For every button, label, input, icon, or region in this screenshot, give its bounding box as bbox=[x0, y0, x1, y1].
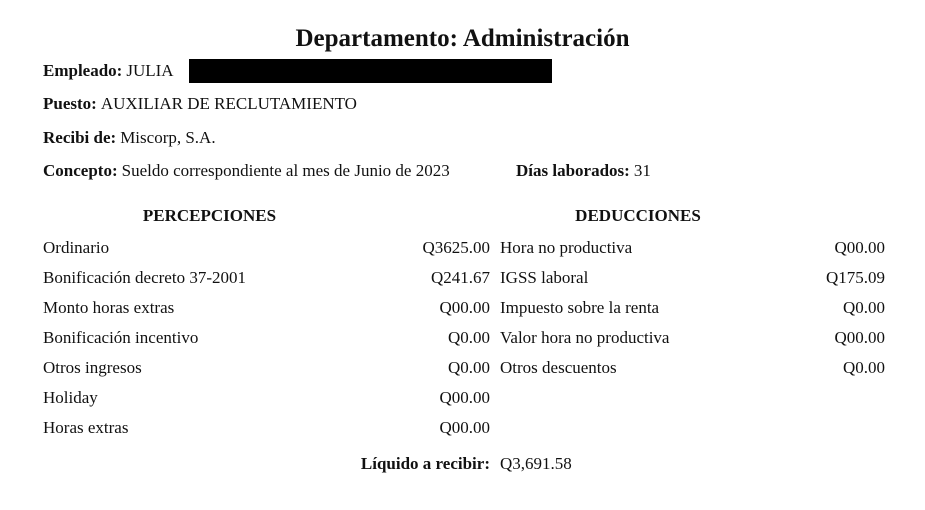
item-label: Monto horas extras bbox=[43, 298, 175, 317]
item-amount: Q241.67 bbox=[430, 268, 490, 287]
item-amount: Q00.00 bbox=[439, 388, 490, 407]
item-amount: Q00.00 bbox=[834, 238, 885, 257]
percepciones-list bbox=[43, 233, 490, 443]
dias-laborados bbox=[516, 160, 651, 182]
recibi-de-row bbox=[43, 127, 216, 149]
list-item bbox=[500, 293, 885, 323]
liquido-value: Q3,691.58 bbox=[500, 454, 572, 473]
list-item bbox=[43, 353, 490, 383]
item-amount: Q0.00 bbox=[842, 298, 885, 317]
item-label: Impuesto sobre la renta bbox=[500, 298, 660, 317]
dias-label: Días laborados: bbox=[516, 161, 630, 180]
empleado-row bbox=[43, 60, 174, 82]
puesto-label: Puesto: bbox=[43, 94, 97, 113]
item-label: Otros ingresos bbox=[43, 358, 142, 377]
recibi-de-value: Miscorp, S.A. bbox=[120, 128, 216, 147]
item-amount: Q0.00 bbox=[447, 358, 490, 377]
list-item bbox=[43, 383, 490, 413]
item-amount: Q0.00 bbox=[447, 328, 490, 347]
dias-value: 31 bbox=[633, 161, 651, 180]
item-amount: Q0.00 bbox=[842, 358, 885, 377]
page-title: Departamento: Administración bbox=[295, 25, 630, 52]
item-label: IGSS laboral bbox=[500, 268, 589, 287]
list-item bbox=[43, 323, 490, 353]
list-item bbox=[500, 323, 885, 353]
list-item bbox=[500, 353, 885, 383]
percepciones-heading: PERCEPCIONES bbox=[142, 206, 277, 225]
item-label: Ordinario bbox=[43, 238, 110, 257]
empleado-value: JULIA bbox=[126, 61, 174, 80]
list-item bbox=[500, 233, 885, 263]
item-label: Horas extras bbox=[43, 418, 129, 437]
item-amount: Q00.00 bbox=[834, 328, 885, 347]
item-amount: Q00.00 bbox=[439, 298, 490, 317]
item-label: Otros descuentos bbox=[500, 358, 617, 377]
item-amount: Q175.09 bbox=[825, 268, 885, 287]
empleado-label: Empleado: bbox=[43, 61, 123, 80]
item-label: Bonificación decreto 37-2001 bbox=[43, 268, 246, 287]
list-item bbox=[43, 263, 490, 293]
list-item bbox=[43, 413, 490, 443]
item-label: Valor hora no productiva bbox=[500, 328, 670, 347]
concepto-label: Concepto: bbox=[43, 161, 118, 180]
item-label: Bonificación incentivo bbox=[43, 328, 199, 347]
deducciones-heading: DEDUCCIONES bbox=[575, 206, 701, 225]
list-item bbox=[43, 293, 490, 323]
concepto-row bbox=[43, 160, 450, 182]
redaction-bar bbox=[189, 59, 552, 83]
liquido-label: Líquido a recibir: bbox=[360, 454, 490, 473]
deducciones-list bbox=[500, 233, 885, 383]
puesto-value: AUXILIAR DE RECLUTAMIENTO bbox=[100, 94, 357, 113]
item-amount: Q00.00 bbox=[439, 418, 490, 437]
item-amount: Q3625.00 bbox=[422, 238, 490, 257]
list-item bbox=[500, 263, 885, 293]
concepto-value: Sueldo correspondiente al mes de Junio de 2023 bbox=[121, 161, 450, 180]
item-label: Holiday bbox=[43, 388, 98, 407]
list-item bbox=[43, 233, 490, 263]
puesto-row bbox=[43, 93, 357, 115]
recibi-de-label: Recibi de: bbox=[43, 128, 117, 147]
item-label: Hora no productiva bbox=[500, 238, 633, 257]
